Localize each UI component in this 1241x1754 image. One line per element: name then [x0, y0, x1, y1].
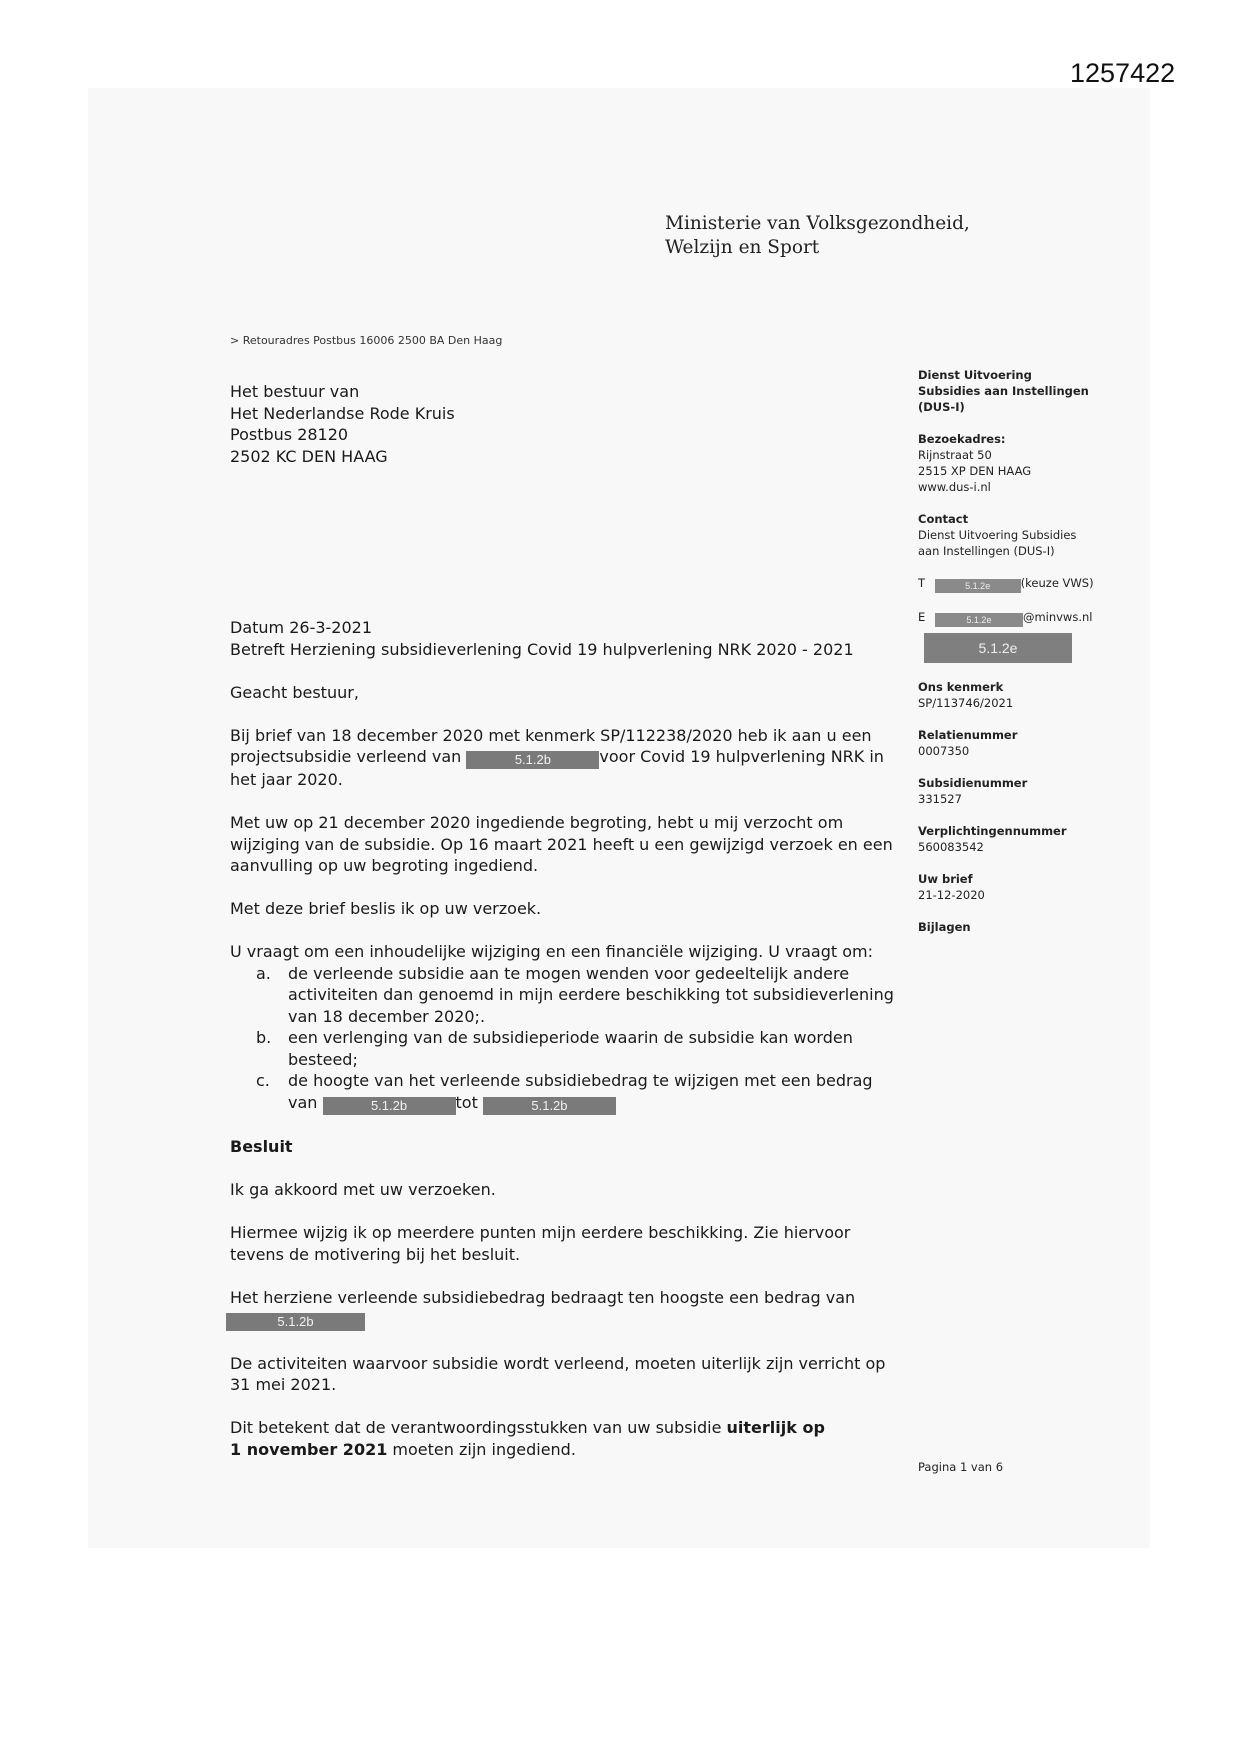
paragraph-line: Het herziene verleende subsidiebedrag bedraagt ten hoogste een bedrag van: [230, 1287, 856, 1307]
addressee-line: Het Nederlandse Rode Kruis: [230, 403, 455, 423]
paragraph-4-intro: U vraagt om een inhoudelijke wijziging en een financiële wijziging. U vraagt om:: [230, 942, 873, 961]
ministry-logo-text: [665, 212, 970, 260]
return-address: > Retouradres Postbus 16006 2500 BA Den Haag: [230, 334, 503, 347]
list-marker: a.: [256, 963, 271, 983]
list-line: de verleende subsidie aan te mogen wenden voor gedeeltelijk andere: [288, 963, 850, 983]
list-item: [230, 1027, 900, 1070]
email-suffix: @minvws.nl: [1022, 610, 1093, 624]
sidebar-heading: Ons kenmerk: [918, 680, 1004, 694]
sidebar-line: Dienst Uitvoering Subsidies: [918, 528, 1077, 542]
letter-body: [230, 617, 900, 1482]
sidebar-heading: Bijlagen: [918, 920, 971, 934]
emphasis-text: 1 november 2021: [230, 1439, 388, 1459]
paragraph-line: aanvulling op uw begroting ingediend.: [230, 856, 539, 875]
sidebar-value: 0007350: [918, 744, 970, 758]
addressee-line: 2502 KC DEN HAAG: [230, 446, 388, 466]
list-line: van 18 december 2020;.: [288, 1006, 486, 1026]
besluit-paragraph-2: [230, 1222, 900, 1265]
sidebar-redacted-block: [918, 633, 1138, 663]
page-number: Pagina 1 van 6: [918, 1460, 1004, 1474]
text-segment: tot: [455, 1092, 478, 1112]
paragraph-line: het jaar 2020.: [230, 770, 343, 789]
paragraph-line: [230, 747, 884, 766]
list-line: besteed;: [288, 1049, 358, 1069]
sidebar-heading: Subsidienummer: [918, 776, 1028, 790]
sidebar-phone: [918, 575, 1138, 593]
paragraph-line: 31 mei 2021.: [230, 1375, 337, 1394]
date-line: Datum 26-3-2021: [230, 618, 373, 637]
redaction-box: 5.1.2e: [935, 613, 1023, 627]
sidebar-heading: Verplichtingennummer: [918, 824, 1067, 838]
list-marker: c.: [256, 1071, 270, 1090]
request-list: [230, 963, 900, 1115]
redaction-box: 5.1.2b: [466, 751, 599, 769]
sidebar-obligation-number: [918, 823, 1138, 855]
paragraph-line: Bij brief van 18 december 2020 met kenmerk SP/112238/2020 heb ik aan u een: [230, 725, 872, 745]
list-item: [230, 963, 900, 1028]
sidebar-reference: [918, 679, 1138, 711]
paragraph-line: wijziging van de subsidie. Op 16 maart 2021 heeft u een gewijzigd verzoek en een: [230, 834, 893, 854]
subject-line: Betreft Herziening subsidieverlening Covid 19 hulpverlening NRK 2020 - 2021: [230, 639, 854, 659]
besluit-paragraph-4: [230, 1353, 900, 1396]
paragraph-2: [230, 812, 900, 877]
document-number: 1257422: [1070, 58, 1176, 88]
paragraph-3: Met deze brief beslis ik op uw verzoek.: [230, 899, 542, 918]
redaction-box: 5.1.2b: [323, 1097, 456, 1115]
text-segment: Dit betekent dat de verantwoordingsstukken van uw subsidie: [230, 1418, 727, 1437]
list-line: activiteiten dan genoemd in mijn eerdere beschikking tot subsidieverlening: [288, 985, 894, 1004]
text-segment: van: [288, 1092, 318, 1112]
sidebar-line: (DUS-I): [918, 400, 965, 414]
list-line: een verlenging van de subsidieperiode waarin de subsidie kan worden: [288, 1028, 853, 1047]
redaction-box: 5.1.2e: [935, 579, 1021, 593]
salutation: Geacht bestuur,: [230, 682, 359, 702]
text-segment: projectsubsidie verleend van: [230, 747, 462, 766]
sidebar-info: [918, 367, 1138, 951]
ministry-line-2: Welzijn en Sport: [665, 237, 820, 258]
sidebar-line: Dienst Uitvoering: [918, 368, 1032, 382]
sidebar-relation-number: [918, 727, 1138, 759]
sidebar-line: Rijnstraat 50: [918, 448, 992, 462]
list-line: [288, 1093, 616, 1112]
besluit-heading: Besluit: [230, 1137, 293, 1156]
besluit-paragraph-5: [230, 1417, 900, 1460]
addressee-block: [230, 381, 455, 467]
sidebar-value: 21-12-2020: [918, 888, 985, 902]
paragraph-line: tevens de motivering bij het besluit.: [230, 1244, 521, 1264]
sidebar-line: www.dus-i.nl: [918, 480, 991, 494]
paragraph-1: [230, 725, 900, 791]
sidebar-heading: Contact: [918, 512, 969, 526]
sidebar-heading: Relatienummer: [918, 728, 1018, 742]
sidebar-visit-address: [918, 431, 1138, 495]
text-segment: voor Covid 19 hulpverlening NRK in: [599, 747, 884, 766]
paragraph-line: De activiteiten waarvoor subsidie wordt verleend, moeten uiterlijk zijn verricht op: [230, 1353, 886, 1373]
text-segment: moeten zijn ingediend.: [387, 1439, 576, 1459]
sidebar-contact: [918, 511, 1138, 559]
addressee-line: Postbus 28120: [230, 425, 349, 444]
list-item: [230, 1070, 900, 1115]
list-line: de hoogte van het verleende subsidiebedrag te wijzigen met een bedrag: [288, 1071, 873, 1090]
sidebar-value: 331527: [918, 792, 962, 806]
redaction-box: 5.1.2b: [483, 1097, 616, 1115]
phone-suffix: (keuze VWS): [1020, 576, 1094, 590]
list-marker: b.: [256, 1028, 272, 1047]
sidebar-line: 2515 XP DEN HAAG: [918, 464, 1032, 478]
paragraph-line: [230, 1418, 825, 1437]
email-label: E: [918, 610, 926, 624]
sidebar-org: [918, 367, 1138, 415]
paragraph-line: [230, 1440, 576, 1459]
sidebar-attachments: [918, 919, 1138, 935]
addressee-line: Het bestuur van: [230, 382, 360, 401]
ministry-line-1: Ministerie van Volksgezondheid,: [665, 213, 970, 234]
redaction-box: 5.1.2e: [924, 633, 1072, 663]
sidebar-heading: Uw brief: [918, 872, 973, 886]
paragraph-line: Met uw op 21 december 2020 ingediende begroting, hebt u mij verzocht om: [230, 813, 844, 832]
sidebar-email: [918, 609, 1138, 627]
sidebar-heading: Bezoekadres:: [918, 432, 1006, 446]
sidebar-your-letter: [918, 871, 1138, 903]
sidebar-line: Subsidies aan Instellingen: [918, 384, 1089, 398]
sidebar-subsidy-number: [918, 775, 1138, 807]
phone-label: T: [918, 576, 926, 590]
besluit-paragraph-3: [230, 1287, 900, 1332]
sidebar-value: SP/113746/2021: [918, 696, 1014, 710]
sidebar-value: 560083542: [918, 840, 984, 854]
sidebar-line: aan Instellingen (DUS-I): [918, 544, 1055, 558]
paragraph-line: Hiermee wijzig ik op meerdere punten mijn eerdere beschikking. Zie hiervoor: [230, 1223, 851, 1242]
emphasis-text: uiterlijk op: [726, 1418, 825, 1437]
redaction-box: 5.1.2b: [226, 1313, 365, 1331]
besluit-paragraph-1: Ik ga akkoord met uw verzoeken.: [230, 1180, 496, 1199]
